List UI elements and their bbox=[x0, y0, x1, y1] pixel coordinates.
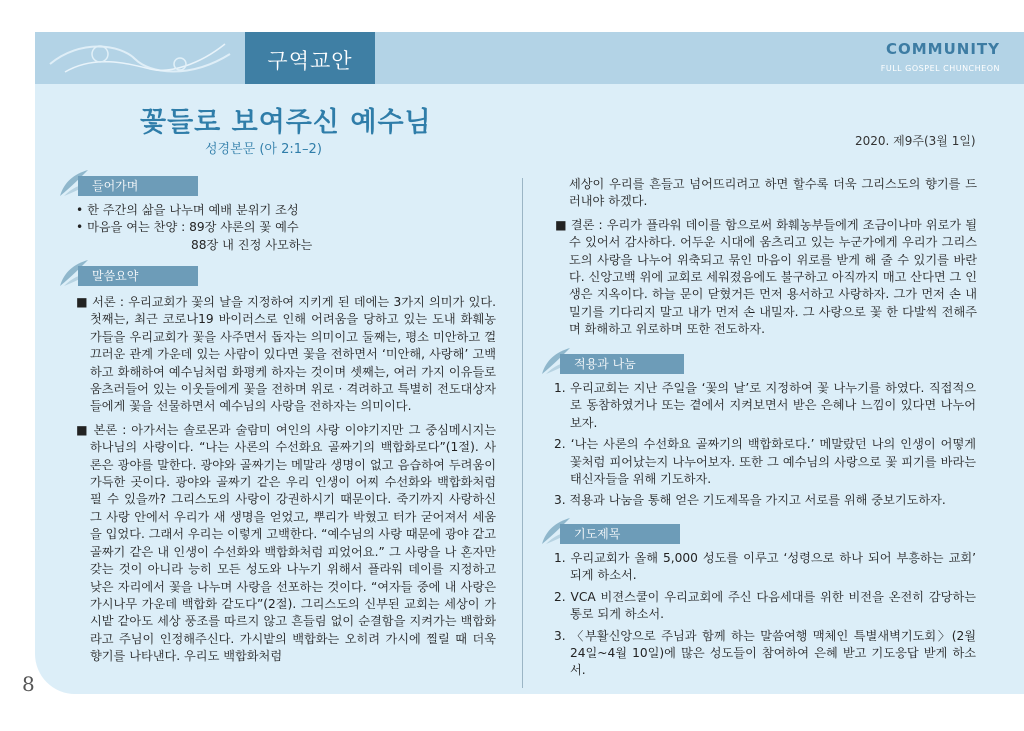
main-title: 꽃들로 보여주신 예수님 bbox=[140, 107, 432, 138]
list-item: • 한 주간의 삶을 나누며 예배 분위기 조성 bbox=[76, 203, 299, 217]
body-paragraph: ■ 본론 : 아가서는 솔로몬과 술람미 여인의 사랑 이야기지만 그 중심메시지는 하나님의 사랑이다. “나는 사론의 수선화요 골짜기의 백합화로다”(1절). 사론은 광야를 말한다. 광야와 골짜기는 메말라 생명이 없고 음습하여 두려움이 가득한 곳이다. 광야와 골짜기 같은 우리 인생이 어찌 수선화와 백합화처럼 필 수 있을까? 그리스도의 사랑이 강권하시기 때문이다. 죽기까지 사랑하신 그 사랑 안에서 우리가 새 생명을 얻었고, 뿌리가 박혔고 터가 굳어져서 세움을 입었다. 그래서 우리는 이렇게 고백한다. “예수님의 사랑 때문에 광야 같고 골짜기 같은 내 인생이 수선화와 백합화처럼 피었어요.” 그 사랑을 나 혼자만 갖는 것이 아니라 능히 모든 성도와 나누기 위해서 플라워 데이를 지정하고 낮은 자리에서 꽃을 나누며 사랑을 선포하는 것이다. “여자들 중에 내 사랑은 가시나무 가운데 백합화 같도다”(2절). 그리스도의 신부된 교회는 세상이 가시밭 같아도 세상 풍조를 따르지 않고 흔들림 없이 순결함을 지켜가는 백합화라고 주님이 인정해주신다. 가시밭의 백합화는 오히려 가시에 찔릴 때 더욱 향기를 나타낸다. 우리도 백합화처럼 bbox=[76, 422, 496, 664]
list-item: 3. 〈부활신앙으로 주님과 함께 하는 말씀여행 맥체인 특별새벽기도회〉(2월 24일~4월 10일)에 많은 성도들이 참여하여 은혜 받고 기도응답 받게 하소서. bbox=[554, 628, 976, 678]
scripture-reference: 성경본문 (아 2:1–2) bbox=[205, 142, 322, 157]
continued-paragraph: 세상이 우리를 흔들고 넘어뜨리려고 하면 할수록 더욱 그리스도의 향기를 드러내야 하겠다. bbox=[569, 177, 977, 209]
list-item: 88장 내 진정 사모하는 bbox=[191, 237, 313, 252]
section-title: 구역교안 bbox=[267, 49, 353, 73]
apply-heading bbox=[540, 354, 685, 374]
brand-subtitle: FULL GOSPEL CHUNCHEON bbox=[880, 64, 1000, 73]
list-item: 2. VCA 비젼스쿨이 우리교회에 주신 다음세대를 위한 비전을 온전히 감당하는 통로 되게 하소서. bbox=[554, 589, 976, 622]
summary-heading-label: 말씀요약 bbox=[78, 266, 198, 286]
swirl-ornament-icon bbox=[40, 34, 240, 82]
prayer-heading-label: 기도제목 bbox=[560, 524, 680, 544]
list-item: 2. ‘나는 사론의 수선화요 골짜기의 백합화로다.’ 메말랐던 나의 인생이 어떻게 꽃처럼 피어났는지 나누어보자. 또한 그 예수님의 사랑으로 꽃 피기를 바라는 태신자들을 위해 기도하자. bbox=[554, 437, 976, 487]
list-item: 3. 적용과 나눔을 통해 얻은 기도제목을 가지고 서로를 위해 중보기도하자. bbox=[554, 493, 946, 508]
page-number: 8 bbox=[22, 672, 35, 696]
section-title-box bbox=[245, 32, 375, 84]
conclusion-paragraph: ■ 결론 : 우리가 플라워 데이를 함으로써 화훼농부들에게 조금이나마 위로가 될 수 있어서 감사하다. 어두운 시대에 움츠리고 있는 누군가에게 우리가 그리스도의 사랑을 나누어 위축되고 묶인 마음이 위로를 받게 해 줄 수 있기를 바란다. 신앙고백 위에 교회로 세워졌음에도 불구하고 아직까지 매고 산다면 그 인생은 지옥이다. 하늘 문이 닫혔거든 먼저 용서하고 사랑하자. 그가 먼저 손 내밀기를 기다리지 말고 내가 먼저 손 내밀자. 그 사랑으로 꽃 한 다발씩 전해주며 화해하고 위로하며 또한 전도하자. bbox=[555, 217, 977, 337]
apply-list bbox=[554, 380, 976, 514]
list-item: • 마음을 여는 찬양 : 89장 샤론의 꽃 예수 bbox=[76, 220, 299, 235]
list-item: 1. 우리교회가 올해 5,000 성도를 이루고 ‘성령으로 하나 되어 부흥하는 교회’ 되게 하소서. bbox=[554, 551, 976, 583]
summary-left-text bbox=[76, 294, 496, 672]
introduction-paragraph: ■ 서론 : 우리교회가 꽃의 날을 지정하여 지키게 된 데에는 3가지 의미가 있다. 첫째는, 최근 코로나19 바이러스로 인해 어려움을 당하고 있는 도내 화훼농가들을 우리교회가 꽃을 사주면서 돕자는 의미이고 둘째는, 평소 미안하고 껄끄러운 관계 가운데 있는 사람이 있다면 꽃을 전하면서 ‘미안해, 사랑해’ 고백하고 화해하여 예수님처럼 화평케 하자는 것이며 셋째는, 여러 가지 이유들로 움츠러들어 있는 이웃들에게 꽃을 전하며 위로 · 격려하고 특별히 전도대상자들에게 꽃을 선물하면서 예수님의 사랑을 전하자는 의미이다. bbox=[76, 295, 496, 414]
brand-title: COMMUNITY bbox=[885, 40, 1000, 58]
summary-heading bbox=[58, 266, 198, 286]
summary-right-text bbox=[555, 176, 977, 345]
apply-heading-label: 적용과 나눔 bbox=[560, 354, 684, 374]
prayer-heading bbox=[540, 524, 680, 544]
intro-heading bbox=[58, 176, 198, 196]
intro-heading-label: 들어가며 bbox=[78, 176, 198, 196]
list-item: 1. 우리교회는 지난 주일을 ‘꽃의 날’로 지정하여 꽃 나누기를 하였다. 직접적으로 동참하였거나 또는 곁에서 지켜보면서 받은 은혜나 느낌이 있다면 나누어보자. bbox=[554, 381, 976, 430]
prayer-list bbox=[554, 550, 976, 684]
issue-date: 2020. 제9주(3월 1일) bbox=[855, 134, 976, 148]
column-divider bbox=[522, 178, 523, 688]
intro-list bbox=[76, 202, 506, 254]
brand-block bbox=[881, 40, 1000, 73]
